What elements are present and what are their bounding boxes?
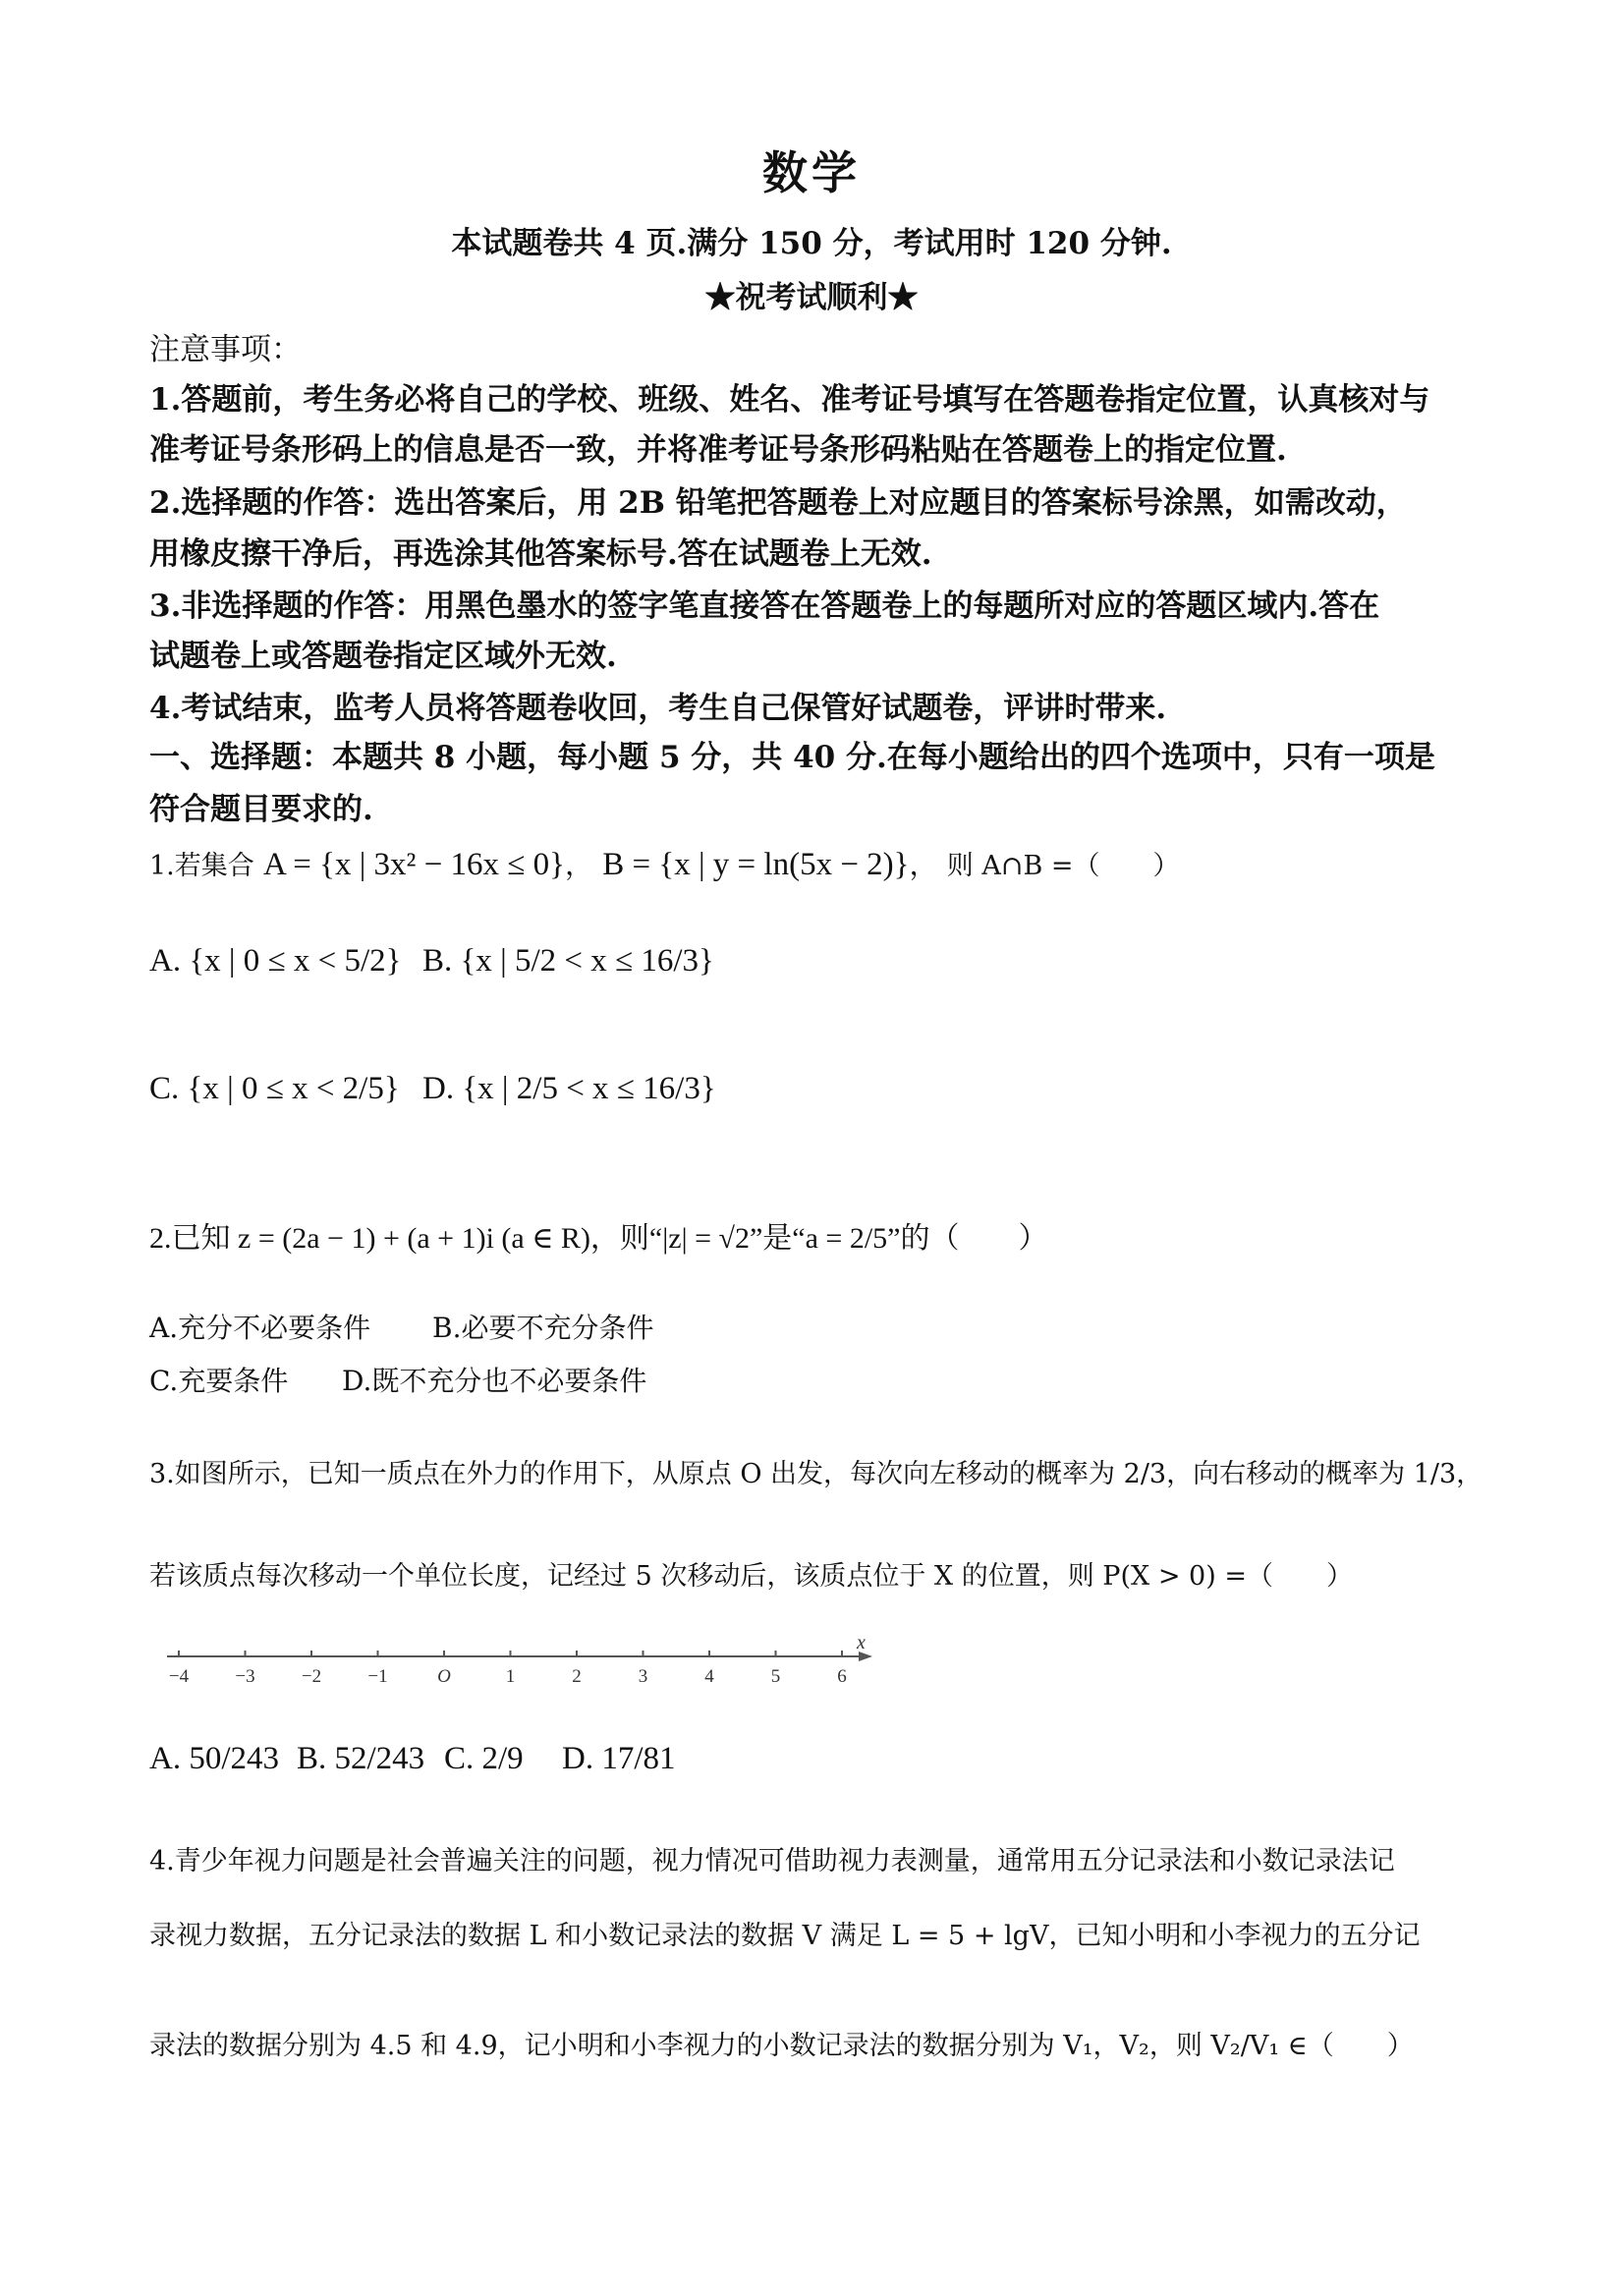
note-2-line-2: 用橡皮擦干净后，再选涂其他答案标号.答在试题卷上无效.: [149, 536, 932, 572]
q1-option-d: D. {x | 2/5 < x ≤ 16/3}: [422, 1071, 716, 1106]
question-3-stem-line-1: 3.如图所示，已知一质点在外力的作用下，从原点 O 出发，每次向左移动的概率为 2/3，向右移动的概率为 1/3，: [149, 1459, 1483, 1489]
tick-label: −2: [301, 1666, 322, 1687]
tick-label: O: [437, 1666, 451, 1687]
q1-option-c: C. {x | 0 ≤ x < 2/5}: [149, 1071, 400, 1106]
q1-option-b: B. {x | 5/2 < x ≤ 16/3}: [422, 943, 714, 979]
question-4-line-2: 录视力数据，五分记录法的数据 L 和小数记录法的数据 V 满足 L = 5 + lgV，已知小明和小李视力的五分记: [149, 1921, 1421, 1951]
note-1-line-2: 准考证号条形码上的信息是否一致，并将准考证号条形码粘贴在答题卷上的指定位置.: [149, 432, 1287, 468]
exam-subtitle: 本试题卷共 4 页.满分 150 分，考试用时 120 分钟.: [451, 226, 1172, 261]
exam-wish: ★祝考试顺利★: [704, 280, 919, 315]
note-4: 4.考试结束，监考人员将答题卷收回，考生自己保管好试题卷，评讲时带来.: [149, 691, 1167, 726]
q1-set-b: B = {x | y = ln(5x − 2)}: [602, 847, 910, 882]
q1-ask: 则 A∩B =（ ）: [946, 851, 1180, 881]
q3-option-a: A. 50/243: [149, 1741, 279, 1776]
question-1-stem: 1.若集合 A = {x | 3x² − 16x ≤ 0}， B = {x | y = ln(5x − 2)}， 则 A∩B =（ ）: [149, 847, 1180, 882]
axis-label-x: x: [857, 1632, 866, 1653]
q2-option-a: A.充分不必要条件: [149, 1312, 371, 1344]
tick-label: −4: [168, 1666, 190, 1687]
tick-label: 5: [770, 1666, 781, 1687]
question-2-stem: 2.已知 z = (2a − 1) + (a + 1)i (a ∈ R)，则“|z| = √2”是“a = 2/5”的（ ）: [149, 1222, 1048, 1255]
notes-heading: 注意事项：: [149, 332, 302, 367]
page-title: 数学: [762, 146, 861, 199]
section-1-line-1: 一、选择题：本题共 8 小题，每小题 5 分，共 40 分.在每小题给出的四个选项中，只有一项是: [149, 740, 1435, 775]
q2-option-d: D.既不充分也不必要条件: [342, 1365, 647, 1397]
question-4-line-3: 录法的数据分别为 4.5 和 4.9，记小明和小李视力的小数记录法的数据分别为 V₁，V₂，则 V₂/V₁ ∈（ ）: [149, 2031, 1414, 2061]
tick-label: 4: [704, 1666, 714, 1687]
tick-label: 3: [638, 1666, 648, 1687]
q1-prefix: 1.若集合: [149, 851, 254, 881]
question-4-line-1: 4.青少年视力问题是社会普遍关注的问题，视力情况可借助视力表测量，通常用五分记录法和小数记录法记: [149, 1846, 1395, 1876]
question-3-stem-line-2: 若该质点每次移动一个单位长度，记经过 5 次移动后，该质点位于 X 的位置，则 P(X > 0) =（ ）: [149, 1561, 1353, 1592]
note-2-line-1: 2.选择题的作答：选出答案后，用 2B 铅笔把答题卷上对应题目的答案标号涂黑，如需改动，: [149, 485, 1407, 521]
q3-option-b: B. 52/243: [297, 1741, 425, 1776]
note-3-line-1: 3.非选择题的作答：用黑色墨水的签字笔直接答在答题卷上的每题所对应的答题区域内.答在: [149, 588, 1380, 624]
number-line-figure: [157, 1631, 884, 1690]
tick-label: 6: [837, 1666, 847, 1687]
tick-label: −3: [235, 1666, 255, 1687]
q1-set-a: A = {x | 3x² − 16x ≤ 0}: [262, 847, 566, 882]
tick-label: −1: [367, 1666, 388, 1687]
q2-option-b: B.必要不充分条件: [432, 1312, 654, 1344]
note-1-line-1: 1.答题前，考生务必将自己的学校、班级、姓名、准考证号填写在答题卷指定位置，认真核对与: [149, 382, 1430, 418]
note-3-line-2: 试题卷上或答题卷指定区域外无效.: [149, 639, 617, 674]
q3-option-d: D. 17/81: [562, 1741, 676, 1776]
tick-label: 1: [505, 1666, 516, 1687]
q3-option-c: C. 2/9: [444, 1741, 524, 1776]
section-1-line-2: 符合题目要求的.: [149, 792, 373, 827]
tick-label: 2: [572, 1666, 582, 1687]
q2-option-c: C.充要条件: [149, 1365, 289, 1397]
q1-option-a: A. {x | 0 ≤ x < 5/2}: [149, 943, 402, 979]
